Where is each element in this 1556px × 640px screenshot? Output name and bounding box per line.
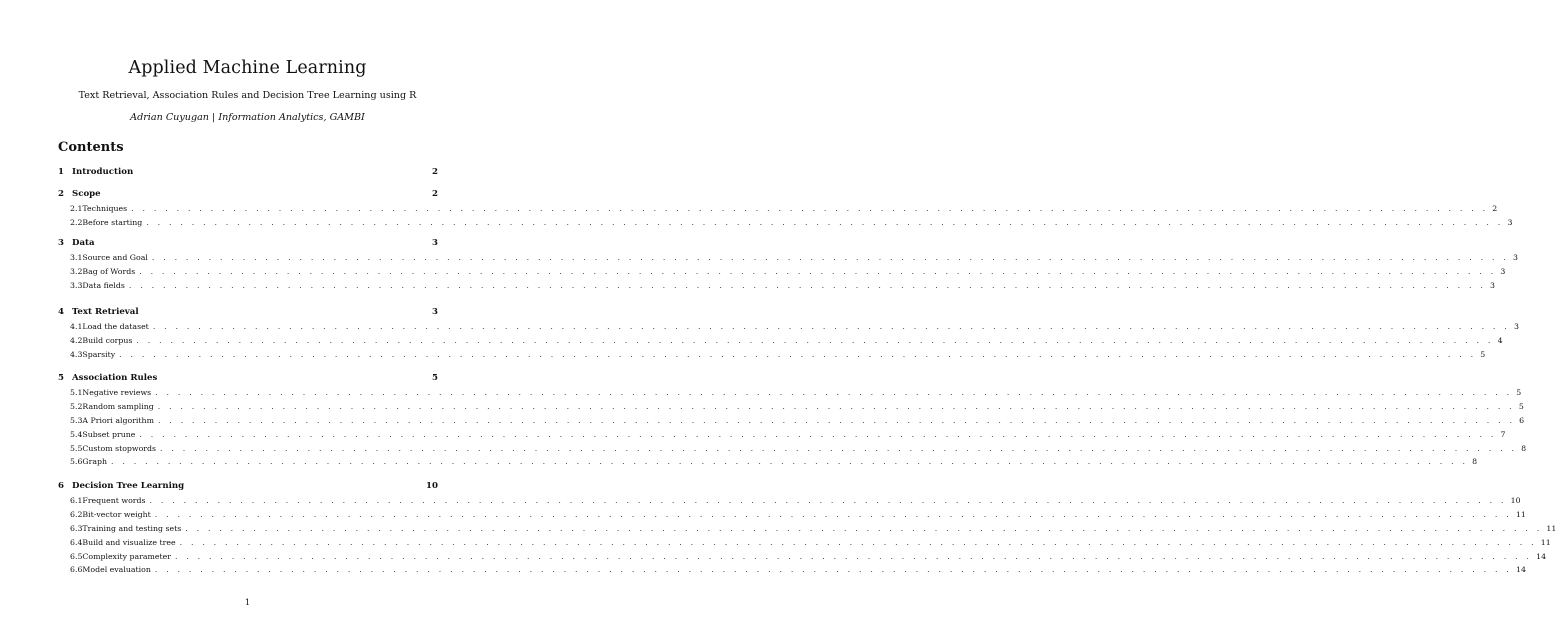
toc-subsection-label: Negative reviews: [82, 388, 152, 398]
toc-section-page: 2: [432, 189, 438, 199]
toc-subsection-number: 5.2: [70, 402, 83, 412]
toc-leader-dots: . . . . . . . . . . . . . . . . . . . . . . . . . . . . . . . . . . . . . . . . . . . . . . . . . . . . . . . . . . . . . . . . . . . . . . . . . . . . . . . . . . . . . . . . . . . . . . . . . . . . . . . . . . . . . . . . . . . . . . . .: [149, 496, 1507, 506]
toc-subsection-label: Techniques: [82, 204, 128, 214]
toc-leader-dots: . . . . . . . . . . . . . . . . . . . . . . . . . . . . . . . . . . . . . . . . . . . . . . . . . . . . . . . . . . . . . . . . . . . . . . . . . . . . . . . . . . . . . . . . . . . . . . . . . . . . . . . . . . . . . . . . . . . . . . . .: [111, 457, 1469, 467]
toc-section[interactable]: [58, 479, 438, 493]
toc-subsection[interactable]: [70, 549, 1547, 563]
toc-subsection-page: 14: [1515, 565, 1526, 575]
toc-subsection[interactable]: [70, 320, 1519, 334]
toc-subsection-page: 8: [1521, 443, 1527, 453]
toc-subsection[interactable]: [70, 334, 1503, 348]
toc-section-number: 3: [58, 238, 64, 248]
toc-subsection-label: Bit-vector weight: [82, 510, 151, 520]
toc-section-number: 5: [58, 373, 64, 383]
toc-subsection-page: 3: [1490, 280, 1495, 290]
toc-subsection-page: 5: [1516, 388, 1522, 398]
toc-leader-dots: . . . . . . . . . . . . . . . . . . . . . . . . . . . . . . . . . . . . . . . . . . . . . . . . . . . . . . . . . . . . . . . . . . . . . . . . . . . . . . . . . . . . . . . . . . . . . . . . . . . . . . . . . . . . . . . . . . . . . . . .: [185, 523, 1543, 533]
document-subtitle: Text Retrieval, Association Rules and Decision Tree Learning using R: [78, 90, 417, 101]
toc-leader-dots: . . . . . . . . . . . . . . . . . . . . . . . . . . . . . . . . . . . . . . . . . . . . . . . . . . . . . . . . . . . . . . . . . . . . . . . . . . . . . . . . . . . . . . . . . . . . . . . . . . . . . . . . . . . . . . . . . . . . . . . .: [174, 551, 1533, 561]
toc-subsection-label: Random sampling: [82, 402, 154, 412]
toc-subsection[interactable]: [70, 535, 1551, 549]
toc-subsection[interactable]: [70, 400, 1524, 414]
toc-subsection-number: 2.2: [70, 218, 83, 228]
document-title: Applied Machine Learning: [128, 58, 367, 78]
toc-subsection-number: 2.1: [70, 204, 83, 214]
toc-subsection-page: 3: [1500, 267, 1506, 277]
toc-subsection-page: 7: [1500, 429, 1506, 439]
toc-leader-dots: . . . . . . . . . . . . . . . . . . . . . . . . . . . . . . . . . . . . . . . . . . . . . . . . . . . . . . . . . . . . . . . . . . . . . . . . . . . . . . . . . . . . . . . . . . . . . . . . . . . . . . . . . . . . . . . . . . . . . . . .: [160, 443, 1518, 453]
toc-subsection[interactable]: [70, 494, 1521, 508]
toc-subsection[interactable]: [70, 202, 1498, 216]
toc-subsection-page: 3: [1513, 253, 1518, 263]
toc-leader-dots: . . . . . . . . . . . . . . . . . . . . . . . . . . . . . . . . . . . . . . . . . . . . . . . . . . . . . . . . . . . . . . . . . . . . . . . . . . . . . . . . . . . . . . . . . . . . . . . . . . . . . . . . . . . . . . . . . . . . . . . .: [128, 280, 1487, 290]
toc-subsection-page: 11: [1540, 537, 1551, 547]
toc-subsection[interactable]: [70, 413, 1525, 427]
toc-section[interactable]: [58, 236, 438, 250]
toc-subsection-number: 5.1: [70, 388, 83, 398]
toc-section-label: Introduction: [72, 167, 134, 177]
toc-section-number: 1: [58, 167, 64, 177]
toc-section-label: Data: [72, 238, 95, 248]
toc-subsection-number: 4.3: [70, 349, 83, 359]
toc-leader-dots: . . . . . . . . . . . . . . . . . . . . . . . . . . . . . . . . . . . . . . . . . . . . . . . . . . . . . . . . . . . . . . . . . . . . . . . . . . . . . . . . . . . . . . . . . . . . . . . . . . . . . . . . . . . . . . . . . . . . . . . .: [136, 336, 1494, 346]
toc-subsection-label: Sparsity: [82, 349, 116, 359]
toc-subsection-number: 6.5: [70, 551, 83, 561]
toc-subsection[interactable]: [70, 265, 1506, 279]
toc-subsection[interactable]: [70, 278, 1495, 292]
toc-subsection-number: 5.3: [70, 415, 83, 425]
toc-subsection-label: Data fields: [82, 280, 125, 290]
toc-subsection[interactable]: [70, 508, 1526, 522]
toc-section-page: 2: [432, 167, 438, 177]
document-author: Adrian Cuyugan | Information Analytics, GAMBI: [130, 112, 365, 123]
toc-subsection-page: 10: [1510, 496, 1521, 506]
toc-section-page: 10: [426, 481, 438, 491]
toc-subsection-label: Frequent words: [82, 496, 146, 506]
toc-subsection-number: 5.6: [70, 457, 83, 467]
toc-section[interactable]: [58, 165, 438, 179]
toc-subsection[interactable]: [70, 347, 1486, 361]
toc-leader-dots: . . . . . . . . . . . . . . . . . . . . . . . . . . . . . . . . . . . . . . . . . . . . . . . . . . . . . . . . . . . . . . . . . . . . . . . . . . . . . . . . . . . . . . . . . . . . . . . . . . . . . . . . . . . . . . . . . . . . . . . .: [155, 388, 1513, 398]
toc-subsection-number: 4.2: [70, 336, 83, 346]
toc-subsection-page: 11: [1515, 510, 1526, 520]
toc-subsection[interactable]: [70, 251, 1518, 265]
toc-leader-dots: . . . . . . . . . . . . . . . . . . . . . . . . . . . . . . . . . . . . . . . . . . . . . . . . . . . . . . . . . . . . . . . . . . . . . . . . . . . . . . . . . . . . . . . . . . . . . . . . . . . . . . . . . . . . . . . . . . . . . . . .: [151, 253, 1509, 263]
toc-subsection-label: A Priori algorithm: [82, 415, 154, 425]
toc-leader-dots: . . . . . . . . . . . . . . . . . . . . . . . . . . . . . . . . . . . . . . . . . . . . . . . . . . . . . . . . . . . . . . . . . . . . . . . . . . . . . . . . . . . . . . . . . . . . . . . . . . . . . . . . . . . . . . . . . . . . . . . .: [154, 510, 1512, 520]
toc-section-label: Scope: [72, 189, 101, 199]
toc-subsection-label: Graph: [82, 457, 108, 467]
toc-subsection[interactable]: [70, 521, 1556, 535]
toc-leader-dots: . . . . . . . . . . . . . . . . . . . . . . . . . . . . . . . . . . . . . . . . . . . . . . . . . . . . . . . . . . . . . . . . . . . . . . . . . . . . . . . . . . . . . . . . . . . . . . . . . . . . . . . . . . . . . . . . . . . . . . . .: [139, 429, 1497, 439]
toc-subsection-number: 4.1: [70, 322, 83, 332]
toc-subsection-number: 6.4: [70, 537, 83, 547]
toc-subsection-label: Source and Goal: [82, 253, 148, 263]
toc-section-label: Text Retrieval: [72, 307, 139, 317]
contents-heading: Contents: [58, 140, 124, 155]
toc-subsection-number: 3.2: [70, 267, 83, 277]
toc-subsection[interactable]: [70, 216, 1513, 230]
toc-subsection-number: 3.3: [70, 280, 83, 290]
toc-subsection[interactable]: [70, 563, 1526, 577]
toc-subsection-number: 6.6: [70, 565, 83, 575]
toc-subsection[interactable]: [70, 386, 1522, 400]
toc-section-number: 4: [58, 307, 64, 317]
toc-leader-dots: . . . . . . . . . . . . . . . . . . . . . . . . . . . . . . . . . . . . . . . . . . . . . . . . . . . . . . . . . . . . . . . . . . . . . . . . . . . . . . . . . . . . . . . . . . . . . . . . . . . . . . . . . . . . . . . . . . . . . . . .: [154, 565, 1512, 575]
toc-section-number: 2: [58, 189, 64, 199]
toc-subsection-number: 5.4: [70, 429, 83, 439]
toc-section-page: 3: [432, 238, 438, 248]
toc-section[interactable]: [58, 371, 438, 385]
toc-subsection-page: 14: [1536, 551, 1547, 561]
toc-subsection-label: Build and visualize tree: [82, 537, 176, 547]
toc-subsection[interactable]: [70, 427, 1506, 441]
toc-subsection-page: 5: [1480, 349, 1486, 359]
toc-leader-dots: . . . . . . . . . . . . . . . . . . . . . . . . . . . . . . . . . . . . . . . . . . . . . . . . . . . . . . . . . . . . . . . . . . . . . . . . . . . . . . . . . . . . . . . . . . . . . . . . . . . . . . . . . . . . . . . . . . . . . . . .: [152, 322, 1510, 332]
toc-subsection-number: 6.2: [70, 510, 83, 520]
toc-leader-dots: . . . . . . . . . . . . . . . . . . . . . . . . . . . . . . . . . . . . . . . . . . . . . . . . . . . . . . . . . . . . . . . . . . . . . . . . . . . . . . . . . . . . . . . . . . . . . . . . . . . . . . . . . . . . . . . . . . . . . . . .: [179, 537, 1537, 547]
toc-subsection-page: 6: [1519, 415, 1525, 425]
toc-leader-dots: . . . . . . . . . . . . . . . . . . . . . . . . . . . . . . . . . . . . . . . . . . . . . . . . . . . . . . . . . . . . . . . . . . . . . . . . . . . . . . . . . . . . . . . . . . . . . . . . . . . . . . . . . . . . . . . . . . . . . . . .: [119, 349, 1477, 359]
toc-leader-dots: . . . . . . . . . . . . . . . . . . . . . . . . . . . . . . . . . . . . . . . . . . . . . . . . . . . . . . . . . . . . . . . . . . . . . . . . . . . . . . . . . . . . . . . . . . . . . . . . . . . . . . . . . . . . . . . . . . . . . . . .: [131, 204, 1489, 214]
toc-subsection-label: Load the dataset: [82, 322, 149, 332]
toc-subsection-label: Training and testing sets: [82, 523, 182, 533]
toc-subsection-number: 3.1: [70, 253, 83, 263]
toc-subsection-label: Subset prune: [82, 429, 136, 439]
toc-subsection-label: Complexity parameter: [82, 551, 171, 561]
toc-subsection[interactable]: [70, 441, 1527, 455]
toc-subsection-page: 8: [1472, 457, 1478, 467]
toc-section-label: Association Rules: [72, 373, 158, 383]
toc-subsection-page: 3: [1507, 218, 1513, 228]
toc-subsection-page: 11: [1546, 523, 1556, 533]
toc-subsection-number: 5.5: [70, 443, 83, 453]
toc-section[interactable]: [58, 305, 438, 319]
toc-subsection-page: 5: [1518, 402, 1524, 412]
toc-subsection-label: Build corpus: [82, 336, 133, 346]
toc-subsection-number: 6.3: [70, 523, 83, 533]
toc-section-page: 5: [432, 373, 438, 383]
toc-subsection-page: 3: [1513, 322, 1519, 332]
toc-leader-dots: . . . . . . . . . . . . . . . . . . . . . . . . . . . . . . . . . . . . . . . . . . . . . . . . . . . . . . . . . . . . . . . . . . . . . . . . . . . . . . . . . . . . . . . . . . . . . . . . . . . . . . . . . . . . . . . . . . . . . . . .: [146, 218, 1504, 228]
toc-subsection[interactable]: [70, 455, 1478, 469]
toc-subsection-label: Bag of Words: [82, 267, 136, 277]
toc-subsection-label: Model evaluation: [82, 565, 151, 575]
page-number: 1: [244, 597, 251, 607]
toc-section-label: Decision Tree Learning: [72, 481, 185, 491]
toc-subsection-label: Custom stopwords: [82, 443, 157, 453]
toc-subsection-number: 6.1: [70, 496, 83, 506]
toc-section-number: 6: [58, 481, 64, 491]
toc-leader-dots: . . . . . . . . . . . . . . . . . . . . . . . . . . . . . . . . . . . . . . . . . . . . . . . . . . . . . . . . . . . . . . . . . . . . . . . . . . . . . . . . . . . . . . . . . . . . . . . . . . . . . . . . . . . . . . . . . . . . . . . .: [139, 267, 1497, 277]
toc-section-page: 3: [432, 307, 438, 317]
toc-leader-dots: . . . . . . . . . . . . . . . . . . . . . . . . . . . . . . . . . . . . . . . . . . . . . . . . . . . . . . . . . . . . . . . . . . . . . . . . . . . . . . . . . . . . . . . . . . . . . . . . . . . . . . . . . . . . . . . . . . . . . . . .: [157, 415, 1516, 425]
toc-leader-dots: . . . . . . . . . . . . . . . . . . . . . . . . . . . . . . . . . . . . . . . . . . . . . . . . . . . . . . . . . . . . . . . . . . . . . . . . . . . . . . . . . . . . . . . . . . . . . . . . . . . . . . . . . . . . . . . . . . . . . . . .: [157, 402, 1515, 412]
toc-subsection-page: 4: [1497, 336, 1503, 346]
toc-subsection-label: Before starting: [82, 218, 143, 228]
toc-section[interactable]: [58, 187, 438, 201]
toc-subsection-page: 2: [1492, 204, 1498, 214]
